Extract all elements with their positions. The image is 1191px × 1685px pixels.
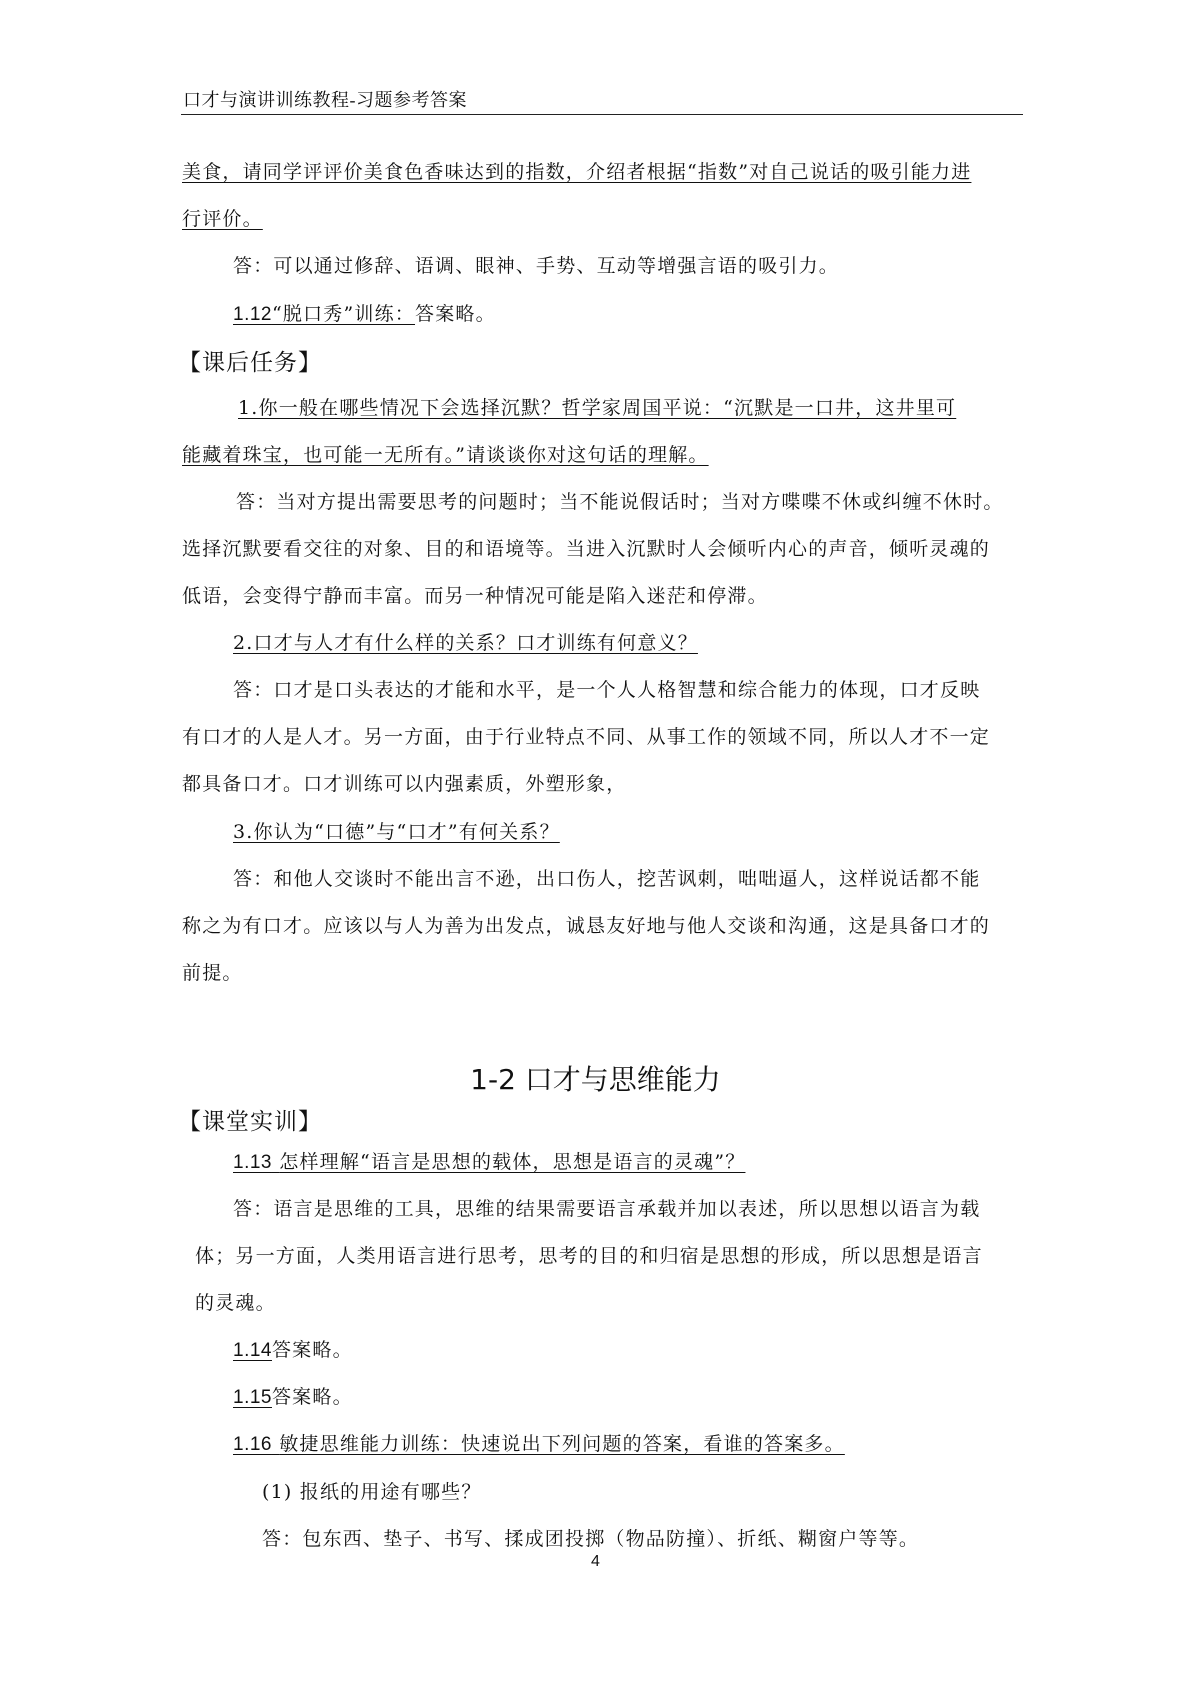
answer-line: 答：和他人交谈时不能出言不逊，出口伤人，挖苦讽刺，咄咄逼人，这样说话都不能 xyxy=(233,868,981,890)
answer-line: 答：口才是口头表达的才能和水平，是一个人人格智慧和综合能力的体现，口才反映 xyxy=(233,679,981,701)
answer-line: 的灵魂。 xyxy=(195,1292,276,1314)
exercise-item xyxy=(233,302,496,327)
answer-line: 有口才的人是人才。另一方面，由于行业特点不同、从事工作的领域不同，所以人才不一定 xyxy=(182,726,991,748)
exercise-answer: 答案略。 xyxy=(271,1339,353,1361)
exercise-number: 1.13 xyxy=(233,1152,272,1173)
section-heading: 【课堂实训】 xyxy=(178,1109,322,1135)
exercise-number: 1.15 xyxy=(233,1387,272,1408)
exercise-item xyxy=(233,1338,353,1363)
exercise-item xyxy=(233,1432,845,1457)
paragraph-line: 美食，请同学评评价美食色香味达到的指数，介绍者根据“指数”对自己说话的吸引能力进 xyxy=(182,161,972,183)
answer-line: 体；另一方面，人类用语言进行思考，思考的目的和归宿是思想的形成，所以思想是语言 xyxy=(195,1245,983,1267)
exercise-answer: 答案略。 xyxy=(271,1386,353,1408)
exercise-number: 1.14 xyxy=(233,1340,272,1361)
exercise-text: “脱口秀”训练： xyxy=(271,303,416,325)
exercise-text: 敏捷思维能力训练：快速说出下列问题的答案，看谁的答案多。 xyxy=(279,1433,845,1455)
answer-line: 答：语言是思维的工具，思维的结果需要语言承载并加以表述，所以思想以语言为载 xyxy=(233,1198,981,1220)
running-header: 口才与演讲训练教程-习题参考答案 xyxy=(183,90,467,110)
answer-line: 答：包东西、垫子、书写、揉成团投掷（物品防撞）、折纸、糊窗户等等。 xyxy=(262,1528,920,1550)
exercise-number: 1.12 xyxy=(233,304,272,325)
question-line: 3.你认为“口德”与“口才”有何关系？ xyxy=(233,821,560,843)
answer-line: 都具备口才。口才训练可以内强素质，外塑形象， xyxy=(182,773,627,795)
answer-line: 前提。 xyxy=(182,962,243,984)
answer-line: 答：可以通过修辞、语调、眼神、手势、互动等增强言语的吸引力。 xyxy=(233,255,840,277)
answer-line: 低语，会变得宁静而丰富。而另一种情况可能是陷入迷茫和停滞。 xyxy=(182,585,768,607)
exercise-answer: 答案略。 xyxy=(415,303,496,325)
answer-line: 选择沉默要看交往的对象、目的和语境等。当进入沉默时人会倾听内心的声音，倾听灵魂的 xyxy=(182,538,991,560)
exercise-text: 怎样理解“语言是思想的载体，思想是语言的灵魂”？ xyxy=(279,1151,746,1173)
question-line: 能藏着珠宝，也可能一无所有。”请谈谈你对这句话的理解。 xyxy=(182,444,709,466)
question-line: 1.你一般在哪些情况下会选择沉默？哲学家周国平说：“沉默是一口井，这井里可 xyxy=(238,397,957,419)
paragraph-line: 行评价。 xyxy=(182,208,263,230)
exercise-number: 1.16 xyxy=(233,1434,272,1455)
exercise-item xyxy=(233,1150,745,1175)
sub-question: (1) 报纸的用途有哪些？ xyxy=(262,1481,482,1503)
header-rule xyxy=(181,114,1023,115)
page-number: 4 xyxy=(591,1553,600,1570)
section-title: 1-2 口才与思维能力 xyxy=(470,1063,721,1096)
answer-line: 称之为有口才。应该以与人为善为出发点，诚恳友好地与他人交谈和沟通，这是具备口才的 xyxy=(182,915,991,937)
question-line: 2.口才与人才有什么样的关系？口才训练有何意义？ xyxy=(233,632,698,654)
exercise-item xyxy=(233,1385,353,1410)
section-heading: 【课后任务】 xyxy=(178,350,322,376)
answer-line: 答：当对方提出需要思考的问题时；当不能说假话时；当对方喋喋不休或纠缠不休时。 xyxy=(236,491,1004,513)
